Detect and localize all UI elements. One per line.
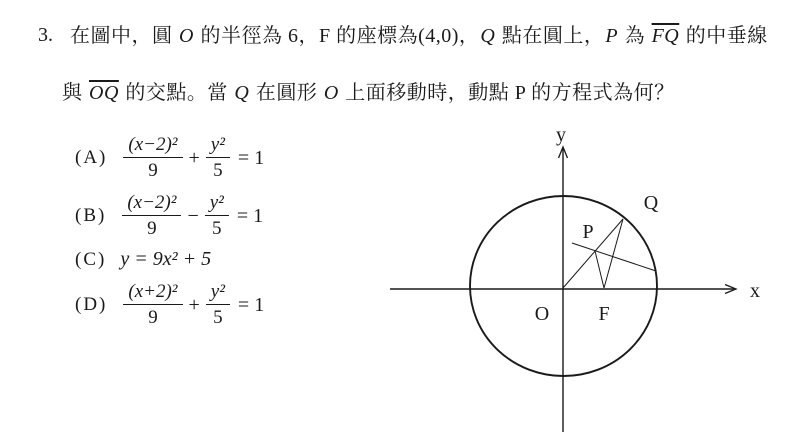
point-f-label: F <box>598 303 610 325</box>
fraction-numerator: (x−2)² <box>122 192 181 216</box>
text-segment: Q <box>234 82 250 104</box>
fraction-2 <box>206 281 230 329</box>
option-c-label: (C) <box>75 248 107 270</box>
option-b-label: (B) <box>75 205 107 226</box>
text-segment: 在圓形 <box>250 82 323 104</box>
problem-text-line-1 <box>70 24 768 48</box>
fraction-2 <box>206 134 230 182</box>
option-c <box>75 248 211 271</box>
perpendicular-bisector <box>572 243 656 271</box>
fraction-denominator: 5 <box>213 307 223 328</box>
fraction-2 <box>205 192 229 240</box>
equation-rhs: = 1 <box>237 293 265 316</box>
option-a <box>75 134 264 182</box>
text-segment: 的交點。當 <box>119 82 234 104</box>
problem-number: 3. <box>38 24 53 46</box>
text-segment: 的中垂線 <box>680 25 768 47</box>
text-segment: Q <box>480 25 496 47</box>
plus-operator: + <box>188 146 200 169</box>
fraction-1 <box>123 281 182 329</box>
text-segment: 為 <box>619 25 651 47</box>
plus-operator: + <box>188 293 200 316</box>
fraction-numerator: y² <box>206 134 230 158</box>
text-segment: 點在圓上， <box>496 25 605 47</box>
x-axis-label: x <box>750 280 760 302</box>
text-segment: 上面移動時，動點 P 的方程式為何？ <box>339 82 675 104</box>
text-segment: 在圖中，圓 <box>70 25 178 47</box>
segment-pf <box>595 251 604 288</box>
text-segment: $\overline{FQ}$ <box>651 25 680 47</box>
fraction-denominator: 5 <box>212 218 222 239</box>
option-b <box>75 192 263 240</box>
y-axis-label: y <box>556 124 566 146</box>
minus-operator: − <box>187 204 199 227</box>
text-segment: O <box>323 82 339 104</box>
fraction-numerator: (x−2)² <box>123 134 182 158</box>
option-a-label: (A) <box>75 147 108 168</box>
fraction-numerator: y² <box>205 192 229 216</box>
origin-label: O <box>534 303 550 325</box>
fraction-denominator: 9 <box>148 160 158 181</box>
fraction-1 <box>122 192 181 240</box>
text-segment: $\overline{OQ}$ <box>89 82 119 104</box>
option-d-label: (D) <box>75 294 108 315</box>
text-segment: 與 <box>62 82 88 104</box>
point-p-label: P <box>582 221 594 243</box>
fraction-1 <box>123 134 182 182</box>
fraction-numerator: (x+2)² <box>123 281 182 305</box>
fraction-denominator: 9 <box>148 307 158 328</box>
text-segment: 的半徑為 6，F 的座標為(4,0)， <box>194 25 480 47</box>
fraction-numerator: y² <box>206 281 230 305</box>
option-d <box>75 281 264 329</box>
equation-rhs: = 1 <box>236 204 264 227</box>
equation-rhs: = 1 <box>237 146 265 169</box>
problem-text-line-2 <box>62 81 675 105</box>
geometry-diagram <box>380 110 803 440</box>
point-q-label: Q <box>643 192 659 214</box>
option-c-formula: y = 9x² + 5 <box>120 248 212 270</box>
text-segment: P <box>605 25 619 47</box>
text-segment: O <box>179 25 194 47</box>
fraction-denominator: 9 <box>147 218 157 239</box>
fraction-denominator: 5 <box>213 160 223 181</box>
